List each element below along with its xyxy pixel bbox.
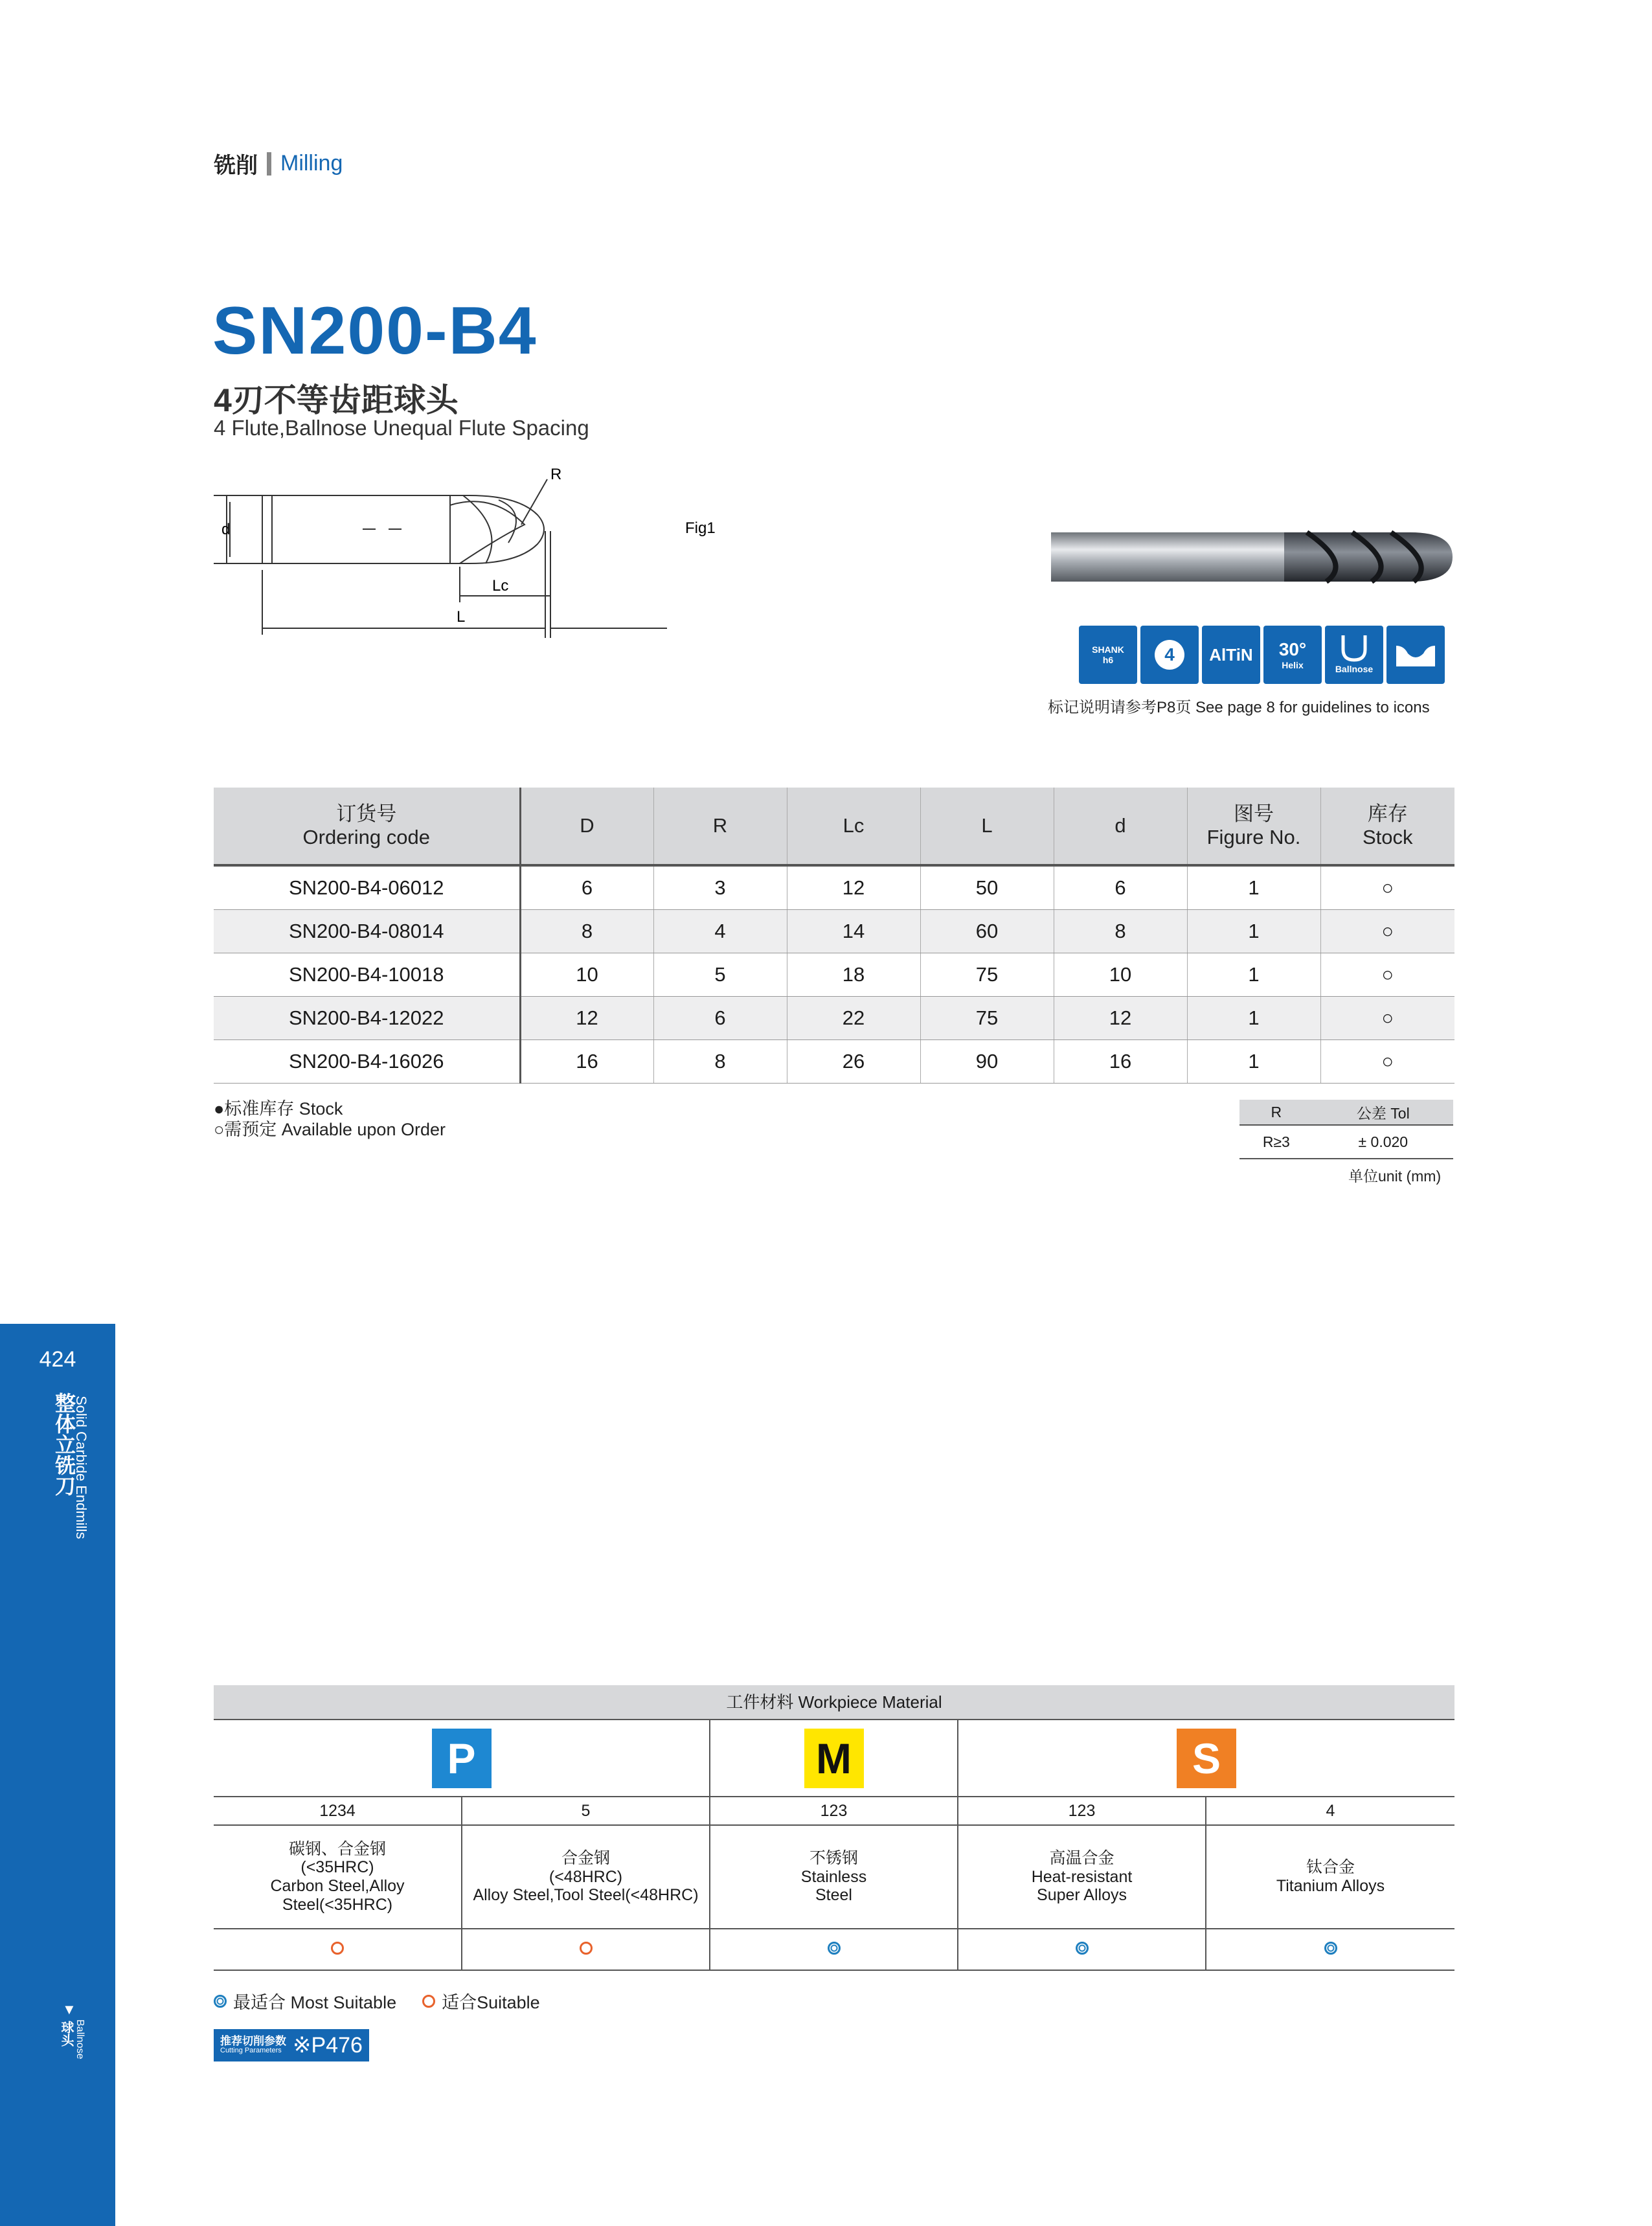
material-code: 4	[1206, 1797, 1454, 1825]
table-row: SN200-B4-10018 10 5 18 75 10 1 ○	[214, 953, 1454, 997]
sidebar-category-en: Solid Carbide Endmills	[73, 1396, 89, 1539]
most-suitable-icon	[1324, 1942, 1337, 1955]
most-suitable-icon	[1076, 1942, 1089, 1955]
group-s	[958, 1720, 1454, 1797]
workpiece-header: 工件材料 Workpiece Material	[214, 1685, 1454, 1720]
tol-header-r: R	[1239, 1100, 1313, 1125]
label-r: R	[550, 466, 562, 483]
legend-stock: ●标准库存 Stock	[214, 1099, 343, 1119]
suitability-cell	[958, 1929, 1206, 1970]
divider	[267, 152, 271, 176]
product-title-cn: 4刃不等齿距球头	[214, 382, 458, 418]
material-code: 5	[462, 1797, 710, 1825]
sidebar-ballnose-en: Ballnose	[74, 2019, 85, 2060]
material-code: 1234	[214, 1797, 462, 1825]
cutting-params-page: ※P476	[293, 2033, 363, 2058]
icon-guideline-note: 标记说明请参考P8页 See page 8 for guidelines to icons	[1048, 699, 1430, 716]
shank-h6-icon: SHANK h6	[1079, 626, 1137, 684]
helix-icon: 30° Helix	[1263, 626, 1322, 684]
col-ordering-code: 订货号 Ordering code	[214, 788, 520, 865]
workpiece-table	[214, 1720, 1454, 1971]
label-lc: Lc	[492, 577, 509, 595]
col-figure: 图号 Figure No.	[1187, 788, 1320, 865]
tolerance-table	[1239, 1100, 1453, 1159]
suitable-icon	[331, 1942, 344, 1955]
col-Lc: Lc	[787, 788, 920, 865]
tol-r-value: R≥3	[1239, 1125, 1313, 1159]
table-row: SN200-B4-16026 16 8 26 90 16 1 ○	[214, 1040, 1454, 1084]
suitability-cell	[214, 1929, 462, 1970]
material-code: 123	[958, 1797, 1206, 1825]
suitability-cell	[462, 1929, 710, 1970]
table-header-row	[214, 788, 1454, 865]
feature-icons	[1079, 626, 1445, 684]
suitability-legend	[214, 1988, 540, 2014]
suitability-cell	[1206, 1929, 1454, 1970]
page-number: 424	[39, 1347, 76, 1372]
cutting-params-cn: 推荐切削参数	[220, 2035, 286, 2048]
section-header	[214, 148, 343, 179]
workpiece-icon	[1386, 626, 1445, 684]
col-R: R	[653, 788, 787, 865]
product-code: SN200-B4	[212, 293, 537, 369]
tol-value: ± 0.020	[1313, 1125, 1453, 1159]
col-stock: 库存 Stock	[1320, 788, 1454, 865]
section-title-cn: 铣削	[214, 153, 258, 178]
figure-label: Fig1	[685, 519, 716, 537]
table-row: SN200-B4-12022 12 6 22 75 12 1 ○	[214, 997, 1454, 1040]
label-l: L	[457, 608, 466, 626]
col-D: D	[520, 788, 653, 865]
legend-order: ○需预定 Available upon Order	[214, 1120, 446, 1140]
table-row: SN200-B4-08014 8 4 14 60 8 1 ○	[214, 910, 1454, 953]
material-desc: 碳钢、合金钢 (<35HRC) Carbon Steel,Alloy Steel(<35HRC)	[214, 1825, 462, 1929]
material-desc: 不锈钢 Stainless Steel	[710, 1825, 958, 1929]
tool-drawing	[214, 466, 745, 661]
label-d: d	[221, 521, 231, 538]
tool-photo	[1048, 518, 1462, 596]
table-row: SN200-B4-06012 6 3 12 50 6 1 ○	[214, 865, 1454, 910]
material-p-badge: P	[432, 1729, 492, 1788]
suitability-cell	[710, 1929, 958, 1970]
ballnose-icon: Ballnose	[1325, 626, 1383, 684]
four-flute-icon: 4	[1140, 626, 1199, 684]
col-d: d	[1054, 788, 1187, 865]
material-desc: 高温合金 Heat-resistant Super Alloys	[958, 1825, 1206, 1929]
most-suitable-icon	[828, 1942, 841, 1955]
material-code: 123	[710, 1797, 958, 1825]
legend-most-suitable: 最适合 Most Suitable	[233, 1993, 397, 2012]
material-desc: 合金钢 (<48HRC) Alloy Steel,Tool Steel(<48HRC)	[462, 1825, 710, 1929]
group-m	[710, 1720, 958, 1797]
col-L: L	[920, 788, 1054, 865]
coating-icon: AlTiN	[1202, 626, 1260, 684]
product-title-en: 4 Flute,Ballnose Unequal Flute Spacing	[214, 416, 589, 440]
section-title-en: Milling	[280, 151, 343, 176]
tol-header-tol: 公差 Tol	[1313, 1100, 1453, 1125]
stock-legend	[214, 1098, 446, 1141]
spec-table	[214, 788, 1454, 1084]
sidebar-category-cn: 整体立铣刀	[52, 1392, 76, 1496]
suitable-icon	[580, 1942, 593, 1955]
arrow-down-icon: ▼	[62, 2001, 76, 2017]
material-desc: 钛合金 Titanium Alloys	[1206, 1825, 1454, 1929]
suitable-icon	[422, 1995, 435, 2008]
material-s-badge: S	[1177, 1729, 1236, 1788]
cutting-params-en: Cutting Parameters	[220, 2047, 282, 2055]
legend-suitable: 适合Suitable	[442, 1993, 540, 2012]
sidebar-ballnose-cn: 球头	[59, 2021, 73, 2047]
material-m-badge: M	[804, 1729, 864, 1788]
cutting-parameters-link[interactable]	[214, 2029, 369, 2061]
most-suitable-icon	[214, 1995, 227, 2008]
unit-note: 单位unit (mm)	[1348, 1168, 1442, 1185]
group-p	[214, 1720, 710, 1797]
